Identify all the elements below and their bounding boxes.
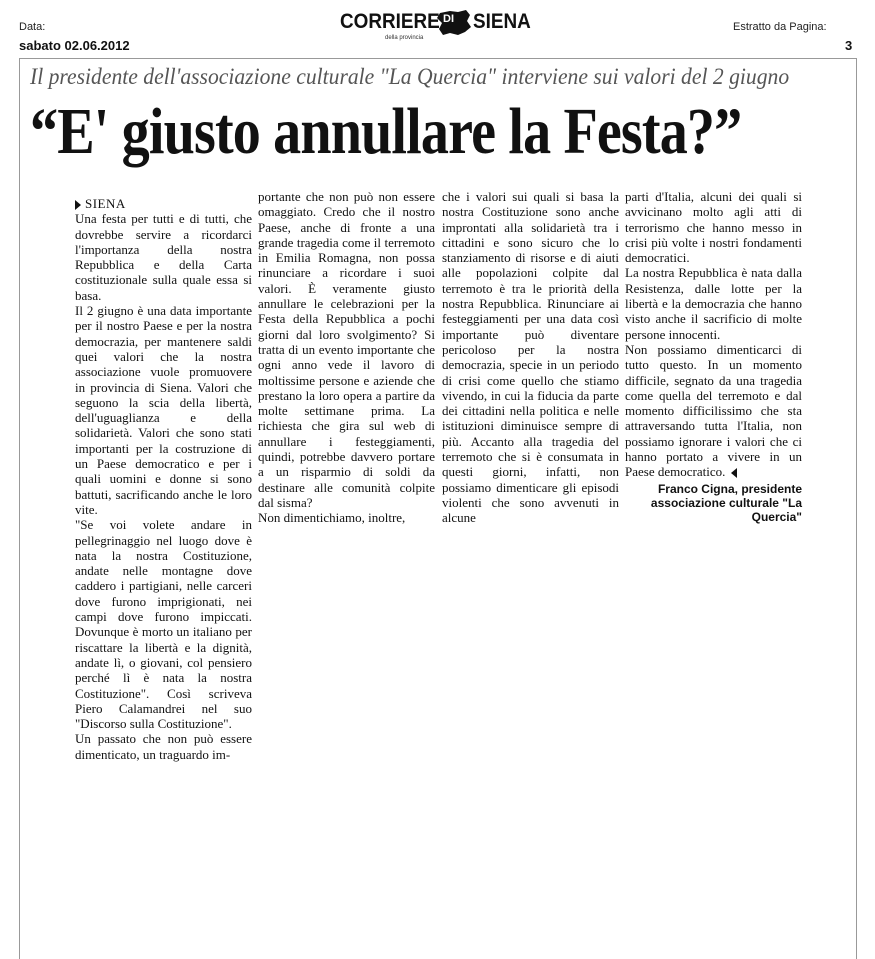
paragraph: La nostra Repubblica è nata dalla Resistenza, dalle lotte per la libertà e la democrazia che hanno visto anche il sacrificio di molte persone innocenti.	[625, 265, 802, 342]
masthead-subtitle: della provincia	[385, 35, 424, 41]
end-mark-icon	[731, 468, 737, 478]
paragraph-text: Non possiamo dimenticarci di tutto questo. In un momento difficile, segnato da una tragedia come quella del terremoto e dal momento difficilissimo che sta attraversando tutta l'Italia, non possiamo ignorare i valori che ci hanno portato a vivere in un Paese democratico.	[625, 341, 802, 480]
masthead-left: CORRIERE	[340, 10, 440, 33]
article-column-2	[258, 189, 435, 526]
tuscany-map-icon	[436, 10, 472, 36]
article-column-1	[75, 196, 252, 762]
paragraph	[625, 342, 802, 480]
article-column-3	[442, 189, 619, 526]
paragraph: portante che non può non essere omaggiato. Credo che il nostro Paese, anche di fronte a una grande tragedia come il terremoto in Emilia Romagna, non possa rinunciare a ricordare i suoi valori. È veramente giusto annullare le celebrazioni per la Festa della Repubblica a pochi giorni dal loro svolgimento? Si tratta di un evento importante che ogni anno vede il lavoro di moltissime persone e aziende che prestano la loro opera a partire da molte settimane prima. La richiesta che gira sul web di annullare i festeggiamenti, quindi, potrebbe davvero portare a un risparmio di soldi da destinare alle comunità colpite dal sisma?	[258, 189, 435, 510]
date-label: Data:	[19, 21, 46, 33]
page-extract-label: Estratto da Pagina:	[733, 21, 827, 33]
masthead-logo	[340, 10, 540, 46]
article-headline: “E' giusto annullare la Festa?”	[30, 95, 742, 168]
paragraph: parti d'Italia, alcuni dei quali si avvicinano molto agli atti di terrorismo che hanno messo in crisi più volte i nostri fondamenti democratici.	[625, 189, 802, 266]
paragraph: "Se voi volete andare in pellegrinaggio nel luogo dove è nata la nostra Costituzione, andate nelle montagne dove caddero i partigiani, nelle carceri dove furono imprigionati, nei campi dove furono impiccati. Dovunque è morto un italiano per riscattare la libertà e la dignità, andate lì, o giovani, col pensiero perché lì è nata la nostra Costituzione". Così scriveva Piero Calamandrei nel suo "Discorso sulla Costituzione".	[75, 517, 252, 732]
dateline-text: SIENA	[85, 196, 126, 211]
paragraph: che i valori sui quali si basa la nostra Costituzione sono anche improntati alla solidarietà tra i cittadini e sono sicuro che lo stanziamento di risorse e di aiuti alle popolazioni colpite dal terremoto è tra le priorità della nostra Repubblica. Rinunciare ai festeggiamenti per una data così importante può diventare pericoloso per la nostra democrazia, specie in un periodo di crisi come quello che stiamo vivendo, in cui la fiducia da parte dei cittadini nella politica e nelle istituzioni diminuisce sempre di più. Accanto alla tragedia del terremoto che si è consumata in questi giorni, infatti, non possiamo dimenticare gli episodi violenti che sono avvenuti in alcune	[442, 189, 619, 526]
page-number: 3	[845, 38, 853, 53]
masthead-di: DI	[443, 13, 454, 25]
dateline	[75, 196, 252, 211]
publication-date: sabato 02.06.2012	[19, 38, 130, 53]
masthead-right: SIENA	[473, 10, 531, 33]
article-kicker: Il presidente dell'associazione culturale "La Quercia" interviene sui valori del 2 giugno	[30, 64, 790, 89]
paragraph: Un passato che non può essere dimenticato, un traguardo im-	[75, 731, 252, 762]
author-signature: Franco Cigna, presidente associazione culturale "La Quercia"	[650, 481, 802, 524]
article-column-4	[625, 189, 802, 524]
triangle-right-icon	[75, 200, 81, 210]
paragraph: Il 2 giugno è una data importante per il nostro Paese e per la nostra democrazia, per mantenere saldi quei valori che la nostra associazione vuole promuovere in provincia di Siena. Valori che seguono la scia della libertà, dell'uguaglianza e della solidarietà. Valori che sono stati importanti per la costruzione di un Paese democratico e per i quali uomini e donne si sono battuti, sacrificando anche le loro vite.	[75, 303, 252, 517]
paragraph: Una festa per tutti e di tutti, che dovrebbe servire a ricordarci l'importanza della nostra Repubblica e della Carta costituzionale sulla quale essa si basa.	[75, 211, 252, 303]
paragraph: Non dimentichiamo, inoltre,	[258, 510, 406, 526]
